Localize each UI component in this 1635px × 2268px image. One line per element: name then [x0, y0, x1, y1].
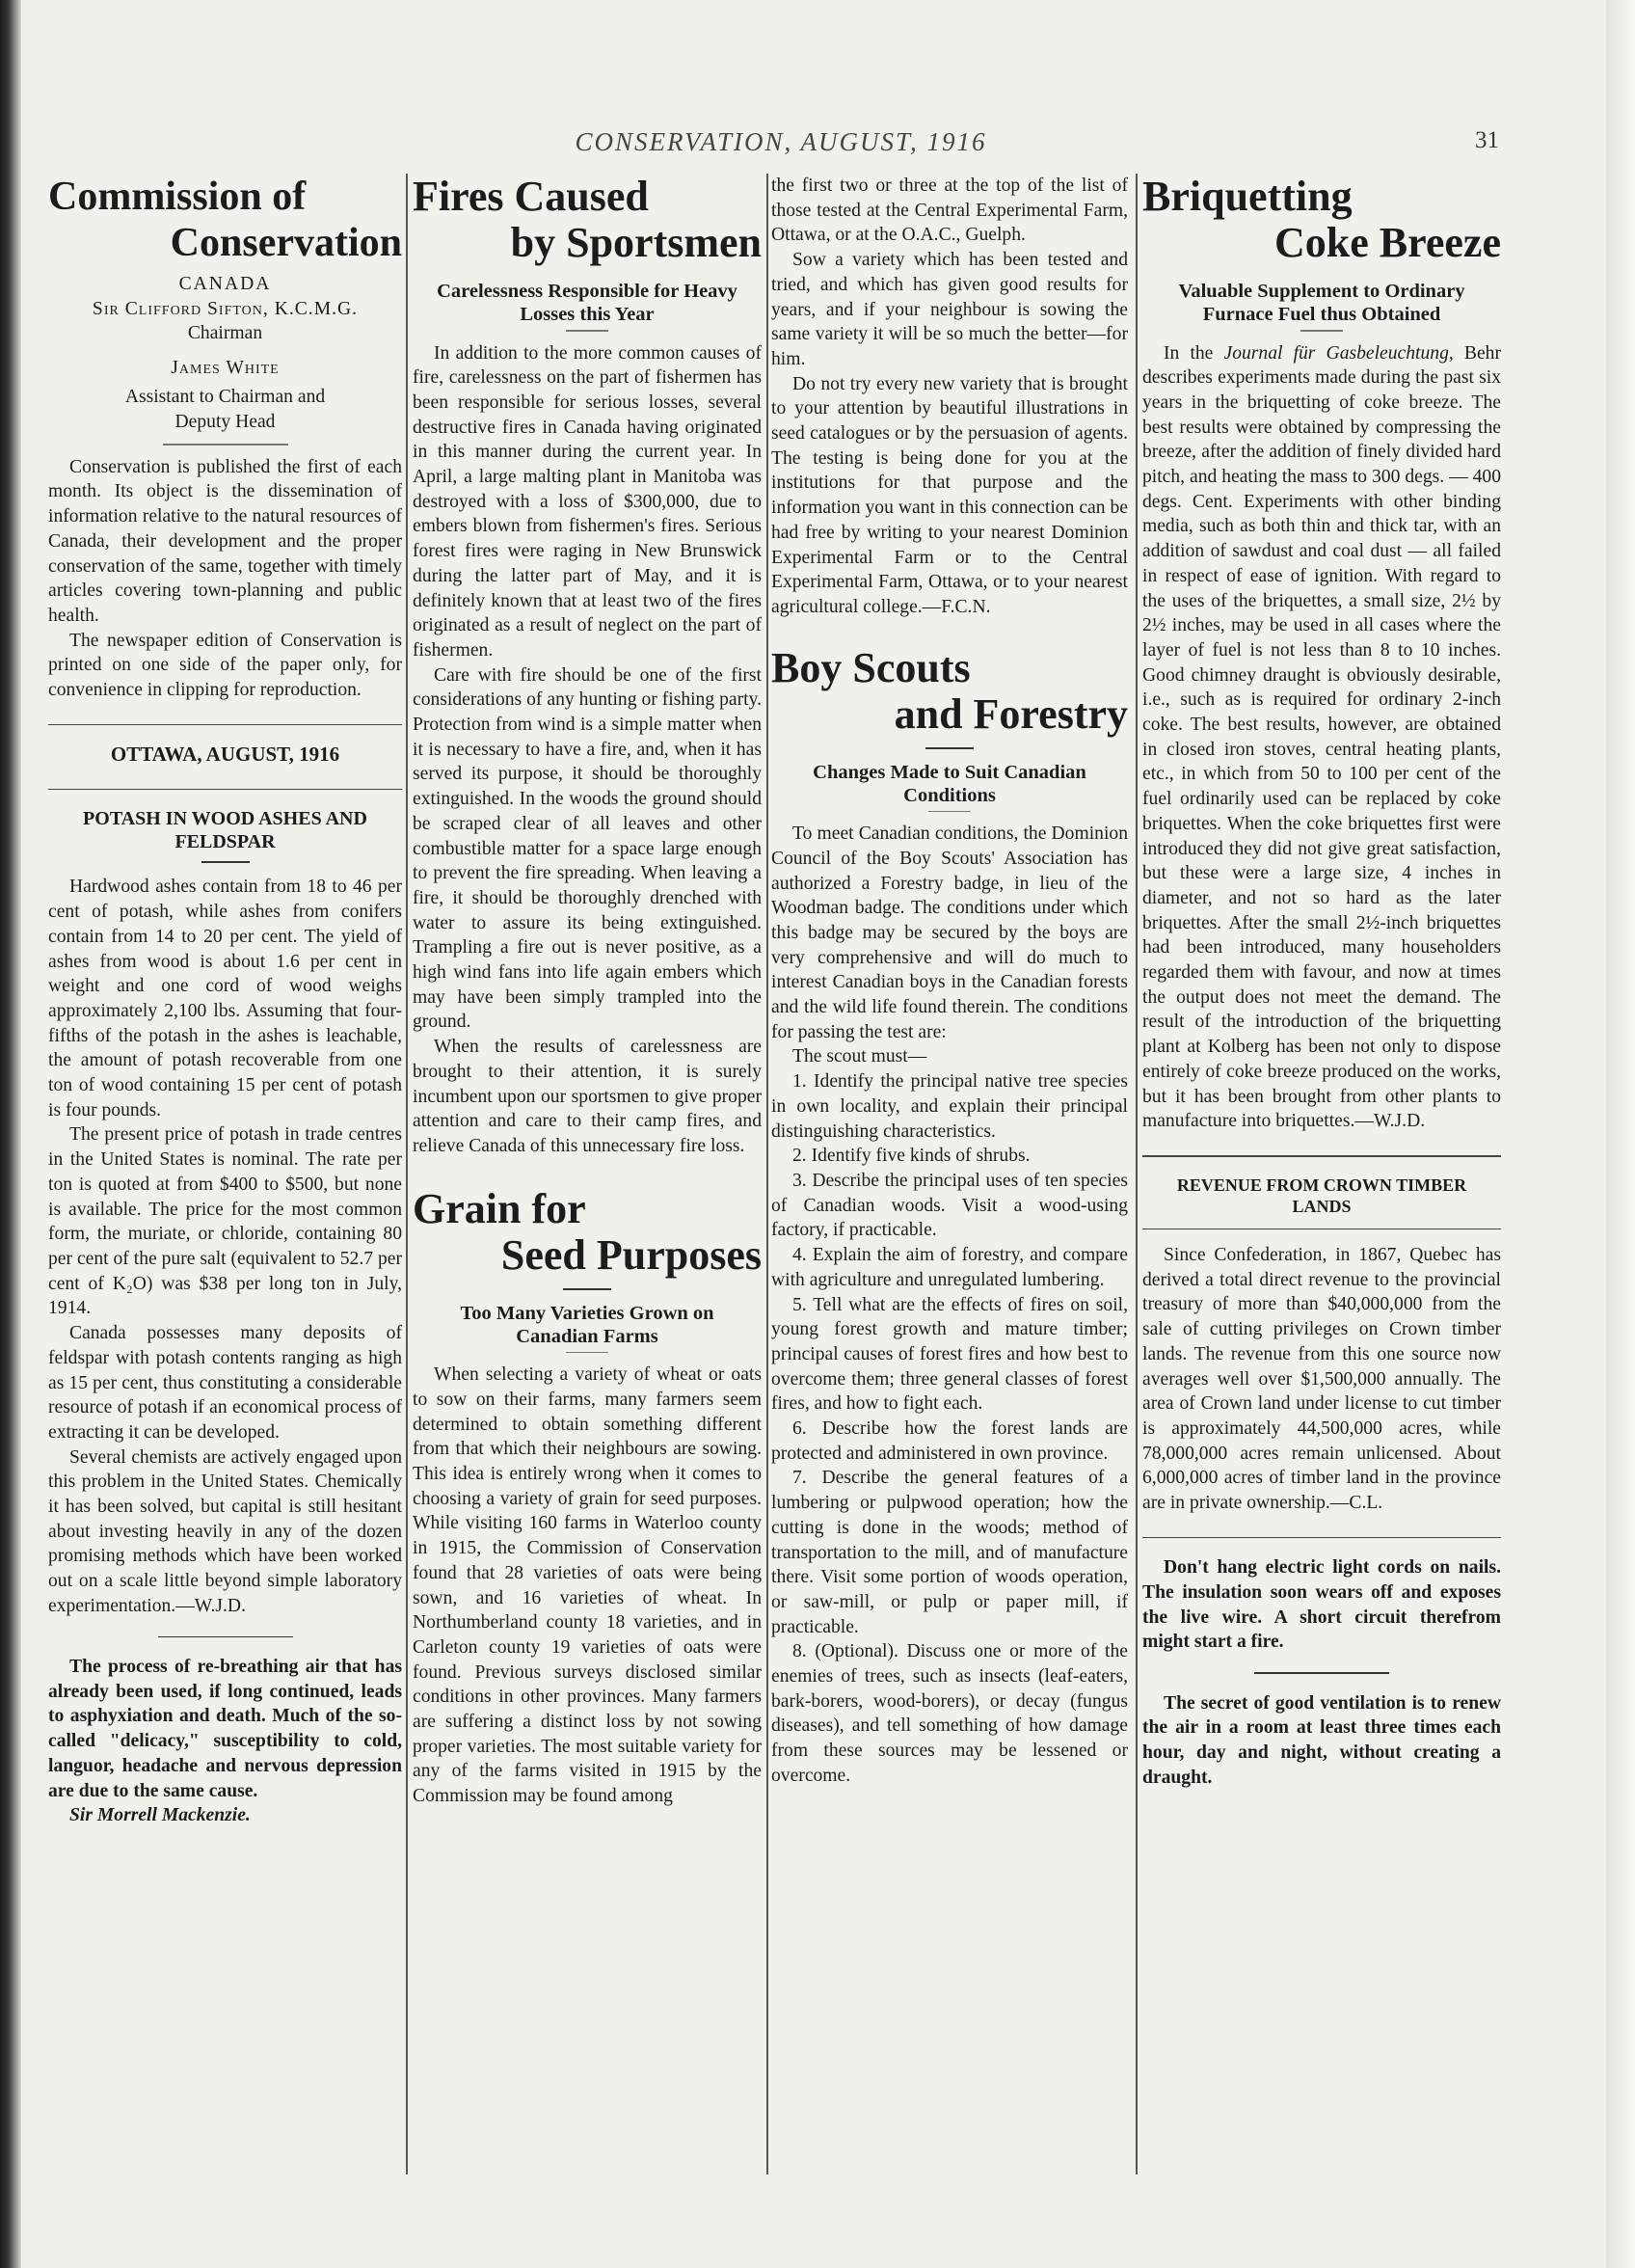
- briquetting-headline: [1142, 174, 1501, 266]
- air-separator-rule: [158, 1636, 293, 1638]
- briquetting-intro: In the: [1164, 342, 1224, 364]
- scouts-step: 1. Identify the principal native tree species in own locality, and explain their principal distinguishing characteristics.: [771, 1071, 1128, 1142]
- ventilation-paragraph: The secret of good ventilation is to renew the air in a room at least three times each hour, day and night, without creating a draught.: [1142, 1692, 1501, 1788]
- dateline-rule-bottom: [48, 789, 402, 791]
- masthead-country: CANADA: [178, 274, 272, 294]
- assistant-name: James White: [171, 358, 280, 379]
- crown-separator-rule: [1142, 1155, 1501, 1157]
- scouts-paragraph-1: To meet Canadian conditions, the Dominion Council of the Boy Scouts' Association has authorized a Forestry badge, in lieu of the Woodman badge. The conditions under which this badge may be secured by the boys are very comprehensive and will do much to interest Canadian boys in the Canadian forests and the wild life found therein. The conditions for passing the test are:: [771, 824, 1128, 1042]
- fires-headline-line-2: by Sportsmen: [510, 219, 762, 266]
- air-signature: Sir Morrell Mackenzie.: [69, 1805, 251, 1826]
- newspaper-edition-paragraph: The newspaper edition of Conservation is printed on one side of the paper only, for convenience in clipping for reproduction.: [48, 630, 402, 701]
- masthead-rule: [163, 444, 288, 446]
- fires-paragraph-3: When the results of carelessness are brought to their attention, it is surely incumbent upon our sportsmen to give proper attention and care to their camp fires, and relieve Canada of this unnecessary fire loss.: [413, 1037, 762, 1156]
- fires-paragraph-2: Care with fire should be one of the first considerations of any hunting or fishing party. Protection from wind is a simple matter when it is necessary to have a fire, and, when it has served its purpose, it should be thoroughly extinguished. In the woods the ground should be scraped clear of all leaves and other combustible matter for a space large enough to prevent the fire spreading. When leaving a fire, it should be thoroughly drenched with water to assure its being extinguished. Trampling a fire out is never positive, as a high wind fans into life again embers which may have been simply trampled into the ground.: [413, 664, 762, 1033]
- column-rule-3: [1136, 174, 1138, 2174]
- column-rule-1: [406, 174, 408, 2174]
- masthead-line-2: Conservation: [170, 221, 402, 265]
- masthead-title: [48, 174, 402, 266]
- column-1: [48, 174, 402, 1828]
- potash-headline: POTASH IN WOOD ASHES AND FELDSPAR: [83, 808, 367, 853]
- scouts-step: 4. Explain the aim of forestry, and compare with agriculture and unregulated lumbering.: [771, 1245, 1128, 1290]
- crown-headline-rule: [1142, 1228, 1501, 1230]
- cords-separator-rule: [1142, 1537, 1501, 1539]
- ventilation-separator-rule: [1254, 1672, 1389, 1674]
- page-binding-edge: [0, 0, 21, 2268]
- chairman-title: Chairman: [187, 323, 263, 344]
- crown-headline: REVENUE FROM CROWN TIMBER LANDS: [1176, 1174, 1467, 1216]
- dateline-rule-top: [48, 724, 402, 726]
- scouts-subhead: Changes Made to Suit Canadian Conditions: [813, 761, 1086, 806]
- running-title: CONSERVATION, AUGUST, 1916: [575, 127, 987, 156]
- grain-headline: [413, 1186, 762, 1279]
- fires-paragraph-1: In addition to the more common causes of fire, carelessness on the part of fishermen has been responsible for serious losses, several destructive fires in Canada having originated in this manner during the current year. In April, a large malting plant in Manitoba was destroyed with a loss of $300,000, due to embers blown from fishermen's fires. Serious forest fires were raging in New Brunswick during the latter part of May, and it is definitely known that at least two of the fires originated as a result of neglect on the part of fishermen.: [413, 342, 762, 661]
- chairman-name: Sir Clifford Sifton, K.C.M.G.: [92, 298, 359, 319]
- page-number: 31: [1475, 127, 1499, 153]
- column-3: [771, 174, 1128, 1789]
- scouts-step: 3. Describe the principal uses of ten species of Canadian woods. Visit a wood-using factory, if practicable.: [771, 1171, 1128, 1241]
- briquetting-body: , Behr describes experiments made during the past six years in the briquetting of coke breeze. The best results were obtained by compressing the breeze, after the addition of finely divided hard pitch, and heating the mass to 300 degs. — 400 degs. Cent. Experiments with other binding media, such as both thin and thick tar, with an addition of sawdust and coal dust — all failed in respect of ease of ignition. With regard to the uses of the briquettes, a small size, 2½ by 2½ inches, may be used in all cases where the layer of fuel is not less than 8 to 10 inches. Good chimney draught is obviously desirable, i.e., such as is required for ordinary 2-inch coke. The best results, however, are obtained in closed iron stoves, central heating plants, etc., in which from 50 to 100 per cent of the fuel ordinarily used can be replaced by coke briquettes. When the coke briquettes first were introduced they did not give great satisfaction, but these were a large size, 4 inches in diameter, and not so hard as the later briquettes. After the small 2½-inch briquettes had been introduced, many householders regarded them with favour, and now at times the output does not meet the demand. The result of the introduction of the briquetting plant at Kolberg has been not only to dispose entirely of coke breeze produced on the works, but it has been brought from other plants to manufacture into briquettes.—W.J.D.: [1142, 342, 1501, 1132]
- grain-continued-paragraph-2: Sow a variety which has been tested and tried, and which has given good results for years, and if your neighbour is sowing the same variety it will be so much the better—for him.: [771, 250, 1128, 369]
- crown-paragraph: Since Confederation, in 1867, Quebec has derived a total direct revenue to the provincial treasury of more than $40,000,000 from the sale of cutting privileges on Crown timber lands. The revenue from this one source now averages well over $1,500,000 annually. The area of Crown land under license to cut timber is approximately 44,500,000 acres, while 78,000,000 acres remain unlicensed. About 6,000,000 acres of timber land in the province are in private ownership.—C.L.: [1142, 1245, 1501, 1514]
- grain-headline-rule: [563, 1288, 611, 1290]
- grain-paragraph-1: When selecting a variety of wheat or oats to sow on their farms, many farmers seem determined to obtain something different from that which their neighbours are sowing. This idea is entirely wrong when it comes to choosing a variety of grain for seed purposes. While visiting 160 farms in Waterloo county in 1915, the Commission of Conservation found that 28 varieties of oats were being sown, and 16 varieties of wheat. In Northumberland county 18 varieties, and in Carleton county 19 varieties of oats were found. Previous surveys disclosed similar conditions in other provinces. Many farmers are suffering a distinct loss by not sowing proper varieties. The most suitable variety for any of the farms visited in 1915 by the Commission may be found among: [413, 1364, 762, 1807]
- grain-headline-line-1: Grain for: [413, 1184, 586, 1232]
- air-paragraph: The process of re-breathing air that has already been used, if long continued, leads to asphyxiation and death. Much of the so-called "delicacy," susceptibility to cold, languor, headache and nervous depression are due to the same cause.: [48, 1657, 402, 1801]
- column-rule-2: [766, 174, 768, 2174]
- potash-headline-rule: [201, 861, 250, 863]
- scouts-step: 5. Tell what are the effects of fires on soil, young forest growth and mature timber; principal causes of forest fires and how best to overcome them; three general classes of forest fires, and how to fight each.: [771, 1294, 1128, 1415]
- scouts-headline-line-2: and Forestry: [894, 689, 1128, 738]
- running-header: [0, 127, 1635, 166]
- briquetting-headline-line-2: Coke Breeze: [1274, 219, 1501, 266]
- grain-continued-paragraph-1: the first two or three at the top of the list of those tested at the Central Experimental Farm, Ottawa, or at the O.A.C., Guelph.: [771, 176, 1128, 246]
- scouts-step: 8. (Optional). Discuss one or more of the enemies of trees, such as insects (leaf-eaters, bark-borers, wood-borers), or decay (fungus diseases), and tell something of how damage from these sources may be lessened or overcome.: [771, 1641, 1128, 1786]
- scouts-paragraph-2: The scout must—: [792, 1046, 927, 1067]
- fires-subhead: Carelessness Responsible for Heavy Losses this Year: [437, 281, 737, 325]
- scouts-step: 2. Identify five kinds of shrubs.: [792, 1146, 1031, 1167]
- potash-paragraph-1: Hardwood ashes contain from 18 to 46 per cent of potash, while ashes from conifers contain from 14 to 20 per cent. The yield of ashes from wood is about 1.6 per cent in weight and one cord of wood weighs approximately 2,100 lbs. Assuming that four-fifths of the potash in the ashes is leachable, the amount of potash recoverable from one ton of wood containing 15 per cent of potash is four pounds.: [48, 877, 402, 1120]
- briquetting-subhead: Valuable Supplement to Ordinary Furnace Fuel thus Obtained: [1178, 281, 1465, 325]
- scouts-step: 7. Describe the general features of a lumbering or pulpwood operation; how the cutting is done in the woods; method of transportation to the mill, and of manufacture there. Visit some portion of woods operation, or saw-mill, or pulp or paper mill, if practicable.: [771, 1468, 1128, 1637]
- briquetting-headline-line-1: Briquetting: [1142, 173, 1353, 220]
- scouts-step: 6. Describe how the forest lands are protected and administered in own province.: [771, 1418, 1128, 1464]
- assistant-title-line-2: Deputy Head: [174, 411, 276, 432]
- fires-headline: [413, 174, 762, 266]
- about-paragraph: Conservation is published the first of each month. Its object is the dissemination of information relative to the natural resources of Canada, their development and the proper conservation of the same, together with timely articles covering town-planning and public health.: [48, 456, 402, 626]
- column-4: [1142, 174, 1501, 1790]
- potash-paragraph-2: The present price of potash in trade centres in the United States is nominal. The rate per ton is quoted at from $400 to $500, but none is available. The price for the most common form, the muriate, or chloride, containing 80 per cent of the pure salt (equivalent to 52.7 per cent of K₂O) was $38 per long ton in July, 1914.: [48, 1124, 402, 1319]
- scouts-headline-line-1: Boy Scouts: [771, 643, 971, 691]
- grain-subhead-rule: [566, 1352, 608, 1354]
- scouts-headline: [771, 645, 1128, 738]
- scouts-headline-rule: [925, 747, 974, 749]
- scouts-subhead-rule: [928, 811, 971, 813]
- journal-title: Journal für Gasbeleuchtung: [1223, 342, 1449, 364]
- grain-subhead: Too Many Varieties Grown on Canadian Farms: [460, 1302, 714, 1347]
- cords-paragraph: Don't hang electric light cords on nails. The insulation soon wears off and exposes the live wire. A short circuit therefrom might start a fire.: [1142, 1557, 1501, 1653]
- briquetting-paragraph-1: [1142, 341, 1501, 1135]
- potash-paragraph-4: Several chemists are actively engaged upon this problem in the United States. Chemically it has been solved, but capital is still hesitant about investing heavily in any of the dozen promising methods which have been worked out on a scale little beyond simple laboratory experimentation.—W.J.D.: [48, 1446, 402, 1616]
- column-2: [413, 174, 762, 1809]
- briquetting-subhead-rule: [1300, 330, 1343, 332]
- grain-headline-line-2: Seed Purposes: [500, 1230, 762, 1279]
- grain-continued-paragraph-3: Do not try every new variety that is brought to your attention by beautiful illustrations in seed catalogues or by the persuasion of agents. The testing is being done for you at the institutions for that purpose and the information you want in this connection can be had free by writing to your nearest Dominion Experimental Farm or to the Central Experimental Farm, Ottawa, or to your nearest agricultural college.—F.C.N.: [771, 373, 1128, 617]
- page-right-margin: [1606, 0, 1635, 2268]
- potash-paragraph-3: Canada possesses many deposits of feldspar with potash contents ranging as high as 15 per cent, thus constituting a considerable resource of potash if an economical process of extracting it can be developed.: [48, 1323, 402, 1443]
- fires-subhead-rule: [566, 330, 608, 332]
- masthead-line-1: Commission of: [48, 175, 307, 219]
- dateline: OTTAWA, AUGUST, 1916: [110, 742, 340, 767]
- assistant-title-line-1: Assistant to Chairman and: [124, 386, 326, 407]
- fires-headline-line-1: Fires Caused: [413, 173, 649, 220]
